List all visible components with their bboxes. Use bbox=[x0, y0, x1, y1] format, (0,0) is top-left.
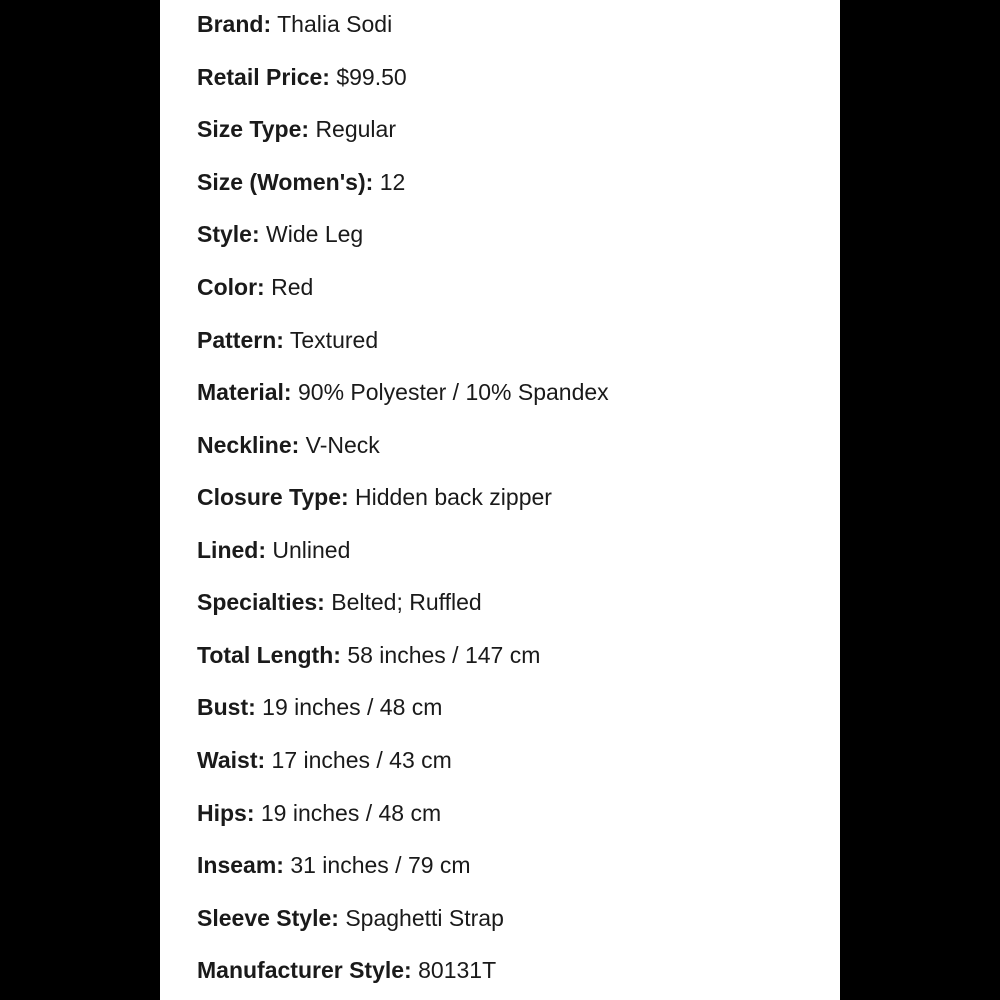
spec-row-sleeve-style bbox=[197, 898, 504, 938]
spec-label: Material: bbox=[197, 379, 292, 405]
spec-value: Hidden back zipper bbox=[355, 484, 552, 510]
spec-value: 58 inches / 147 cm bbox=[347, 642, 541, 668]
spec-row-closure-type bbox=[197, 477, 552, 517]
spec-value: 31 inches / 79 cm bbox=[290, 852, 471, 878]
spec-value: $99.50 bbox=[336, 64, 407, 90]
spec-row-hips bbox=[197, 793, 441, 833]
spec-value: 12 bbox=[379, 169, 406, 195]
spec-value: Unlined bbox=[272, 537, 351, 563]
spec-label: Manufacturer Style: bbox=[197, 957, 412, 983]
spec-label: Retail Price: bbox=[197, 64, 330, 90]
spec-label: Lined: bbox=[197, 537, 266, 563]
spec-label: Brand: bbox=[197, 11, 272, 37]
spec-value: Wide Leg bbox=[266, 221, 364, 247]
spec-label: Neckline: bbox=[197, 432, 300, 458]
spec-value: Belted; Ruffled bbox=[331, 589, 482, 615]
spec-value: 90% Polyester / 10% Spandex bbox=[297, 379, 609, 405]
spec-row-total-length bbox=[197, 635, 540, 675]
spec-sheet bbox=[160, 0, 840, 1000]
spec-row-neckline bbox=[197, 425, 380, 465]
spec-label: Size (Women's): bbox=[197, 169, 374, 195]
spec-row-style bbox=[197, 214, 363, 254]
spec-row-size-womens bbox=[197, 162, 405, 202]
spec-label: Sleeve Style: bbox=[197, 905, 339, 931]
spec-row-brand bbox=[197, 4, 392, 44]
spec-row-pattern bbox=[197, 320, 378, 360]
spec-row-material bbox=[197, 372, 609, 412]
spec-row-specialties bbox=[197, 582, 482, 622]
spec-value: 19 inches / 48 cm bbox=[262, 694, 443, 720]
spec-value: 19 inches / 48 cm bbox=[260, 800, 442, 826]
spec-label: Size Type: bbox=[197, 116, 310, 142]
spec-label: Closure Type: bbox=[197, 484, 349, 510]
spec-row-manufacturer-style bbox=[197, 950, 496, 990]
spec-label: Hips: bbox=[197, 800, 255, 826]
spec-value: V-Neck bbox=[305, 432, 380, 458]
spec-label: Inseam: bbox=[197, 852, 284, 878]
spec-label: Total Length: bbox=[197, 642, 341, 668]
spec-label: Color: bbox=[197, 274, 265, 300]
spec-value: Textured bbox=[289, 327, 379, 353]
spec-label: Waist: bbox=[197, 747, 266, 773]
spec-value: Spaghetti Strap bbox=[345, 905, 504, 931]
spec-label: Style: bbox=[197, 221, 260, 247]
spec-row-bust bbox=[197, 687, 442, 727]
spec-label: Bust: bbox=[197, 694, 256, 720]
spec-row-lined bbox=[197, 530, 350, 570]
spec-value: 80131T bbox=[418, 957, 497, 983]
spec-row-inseam bbox=[197, 845, 471, 885]
spec-row-color bbox=[197, 267, 313, 307]
spec-label: Specialties: bbox=[197, 589, 325, 615]
spec-label: Pattern: bbox=[197, 327, 284, 353]
spec-value: Red bbox=[271, 274, 314, 300]
spec-value: Regular bbox=[315, 116, 396, 142]
spec-value: 17 inches / 43 cm bbox=[271, 747, 452, 773]
spec-value: Thalia Sodi bbox=[277, 11, 393, 37]
spec-row-size-type bbox=[197, 109, 396, 149]
spec-row-retail-price bbox=[197, 57, 407, 97]
spec-row-waist bbox=[197, 740, 452, 780]
